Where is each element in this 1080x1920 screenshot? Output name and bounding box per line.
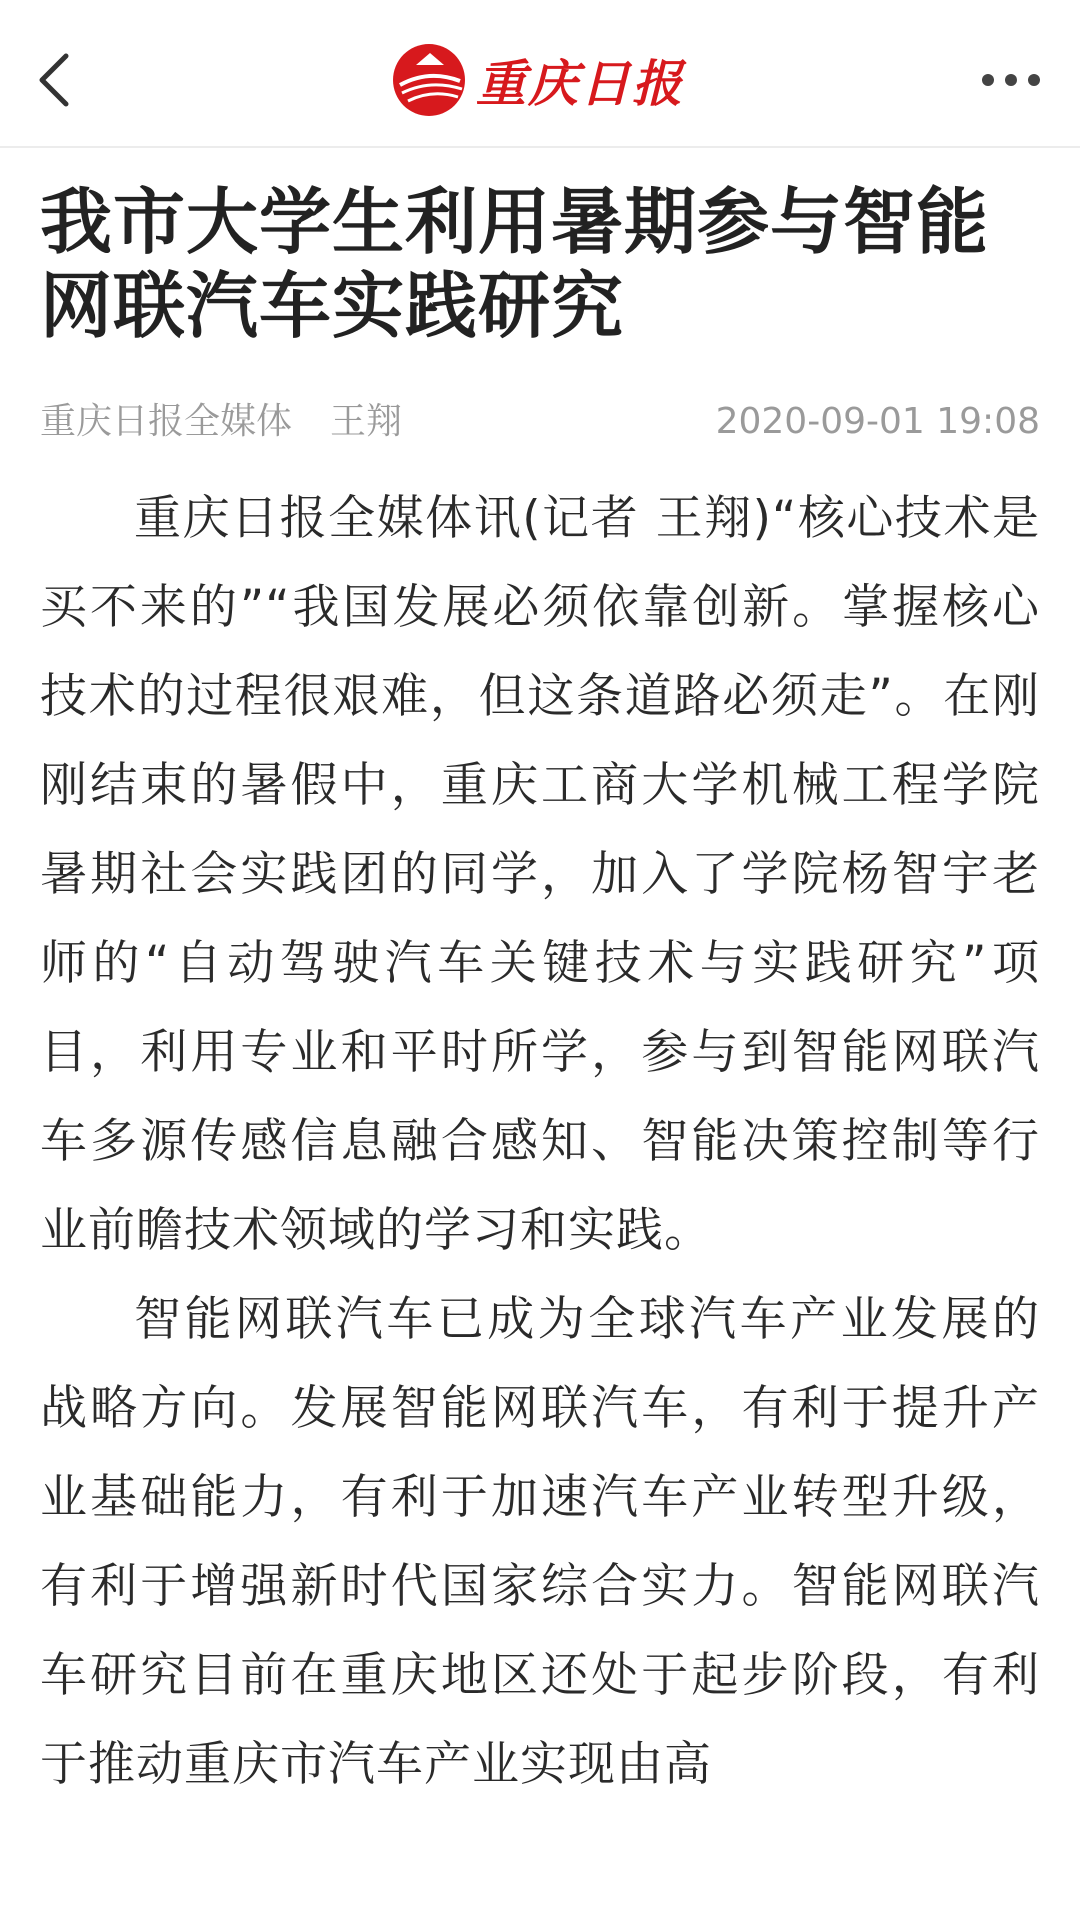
article-source: 重庆日报全媒体 xyxy=(40,401,293,442)
back-button[interactable] xyxy=(28,44,88,114)
article-paragraph: 重庆日报全媒体讯(记者 王翔)“核心技术是买不来的”“我国发展必须依靠创新。掌握核心技术的过程很艰难，但这条道路必须走”。在刚刚结束的暑假中，重庆工商大学机械工程学院暑期社会实践团的同学，加入了学院杨智宇老师的“自动驾驶汽车关键技术与实践研究”项目，利用专业和平时所学，参与到智能网联汽车多源传感信息融合感知、智能决策控制等行业前瞻技术领域的学习和实践。 xyxy=(40,491,1040,1258)
article xyxy=(40,180,1040,1809)
article-timestamp: 2020-09-01 19:08 xyxy=(715,401,1040,442)
logo-emblem-icon xyxy=(390,41,468,119)
logo-text: 重庆日报 xyxy=(476,54,684,113)
more-button[interactable] xyxy=(976,60,1046,100)
article-paragraph: 智能网联汽车已成为全球汽车产业发展的战略方向。发展智能网联汽车，有利于提升产业基础能力，有利于加速汽车产业转型升级，有利于增强新时代国家综合实力。智能网联汽车研究目前在重庆地区还处于起步阶段，有利于推动重庆市汽车产业实现由高 xyxy=(40,1292,1040,1792)
chevron-left-icon xyxy=(28,44,88,114)
article-title: 我市大学生利用暑期参与智能网联汽车实践研究 xyxy=(40,180,990,348)
article-body xyxy=(40,474,1040,1809)
article-author: 王翔 xyxy=(330,401,403,442)
newspaper-logo xyxy=(390,40,690,120)
nav-bar xyxy=(0,0,1080,148)
more-horizontal-icon xyxy=(976,60,1046,100)
article-meta xyxy=(40,392,1040,452)
